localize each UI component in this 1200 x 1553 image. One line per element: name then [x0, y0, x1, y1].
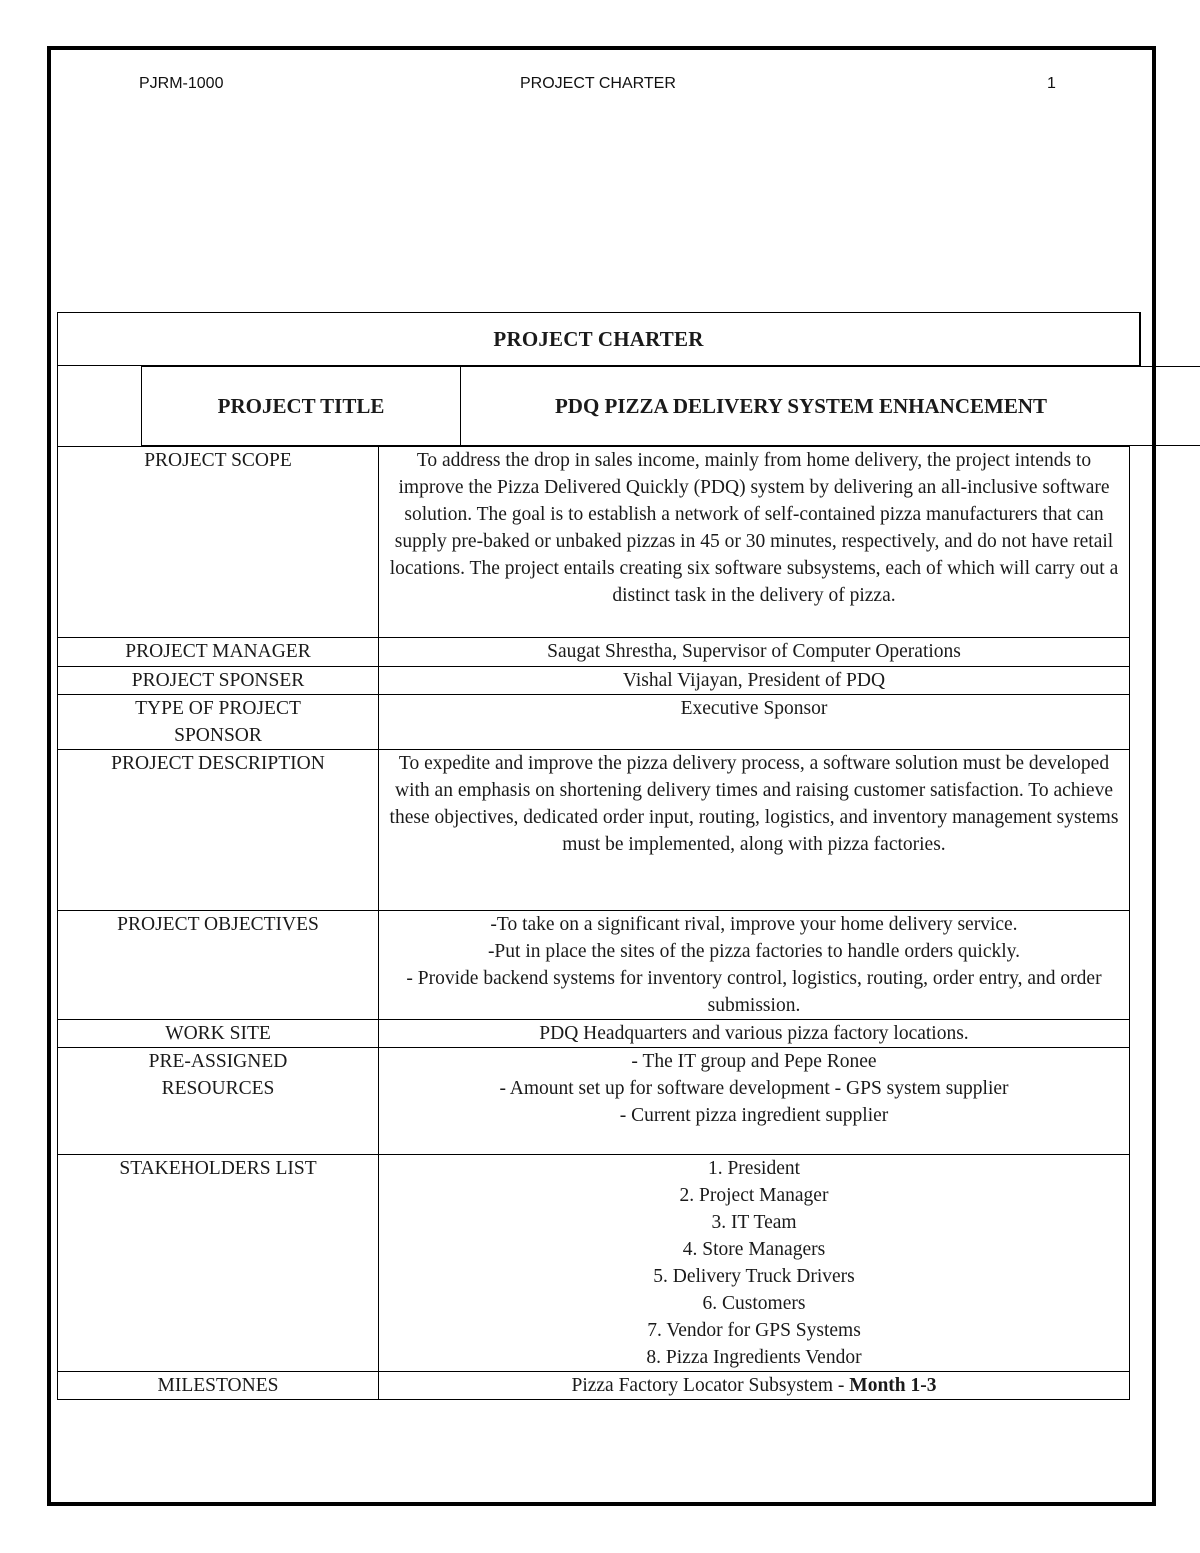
- sponsor-label: PROJECT SPONSER: [58, 667, 379, 695]
- milestones-label: MILESTONES: [58, 1372, 379, 1400]
- resource-item: - Current pizza ingredient supplier: [619, 1105, 889, 1126]
- resources-label: PRE-ASSIGNED RESOURCES: [58, 1048, 379, 1155]
- stakeholder-item: 4. Store Managers: [682, 1239, 826, 1260]
- table-row-sponsor: [58, 667, 1130, 695]
- milestone-text: Pizza Factory Locator Subsystem -: [571, 1375, 850, 1396]
- resources-value: [379, 1048, 1130, 1155]
- resource-item: - The IT group and Pepe Ronee: [631, 1051, 877, 1072]
- sponsor-type-value: Executive Sponsor: [379, 695, 1130, 750]
- title-row-gap: [57, 366, 141, 446]
- milestones-value: [379, 1372, 1130, 1400]
- objectives-value: [379, 911, 1130, 1020]
- header-running-title: PROJECT CHARTER: [520, 75, 676, 92]
- table-row-stakeholders: [58, 1155, 1130, 1372]
- stakeholder-item: 8. Pizza Ingredients Vendor: [646, 1347, 862, 1368]
- table-row-scope: [58, 447, 1130, 638]
- objective-item: -Put in place the sites of the pizza factories to handle orders quickly.: [487, 941, 1021, 962]
- table-row-milestones: [58, 1372, 1130, 1400]
- header-page-number: 1: [1047, 75, 1056, 92]
- table-row-resources: [58, 1048, 1130, 1155]
- table-row-manager: [58, 638, 1130, 667]
- stakeholder-item: 3. IT Team: [711, 1212, 797, 1233]
- stakeholder-item: 7. Vendor for GPS Systems: [647, 1320, 861, 1341]
- manager-label: PROJECT MANAGER: [58, 638, 379, 667]
- stakeholders-value: [379, 1155, 1130, 1372]
- stakeholder-item: 2. Project Manager: [679, 1185, 829, 1206]
- sponsor-type-label: TYPE OF PROJECT SPONSOR: [58, 695, 379, 750]
- scope-label: PROJECT SCOPE: [58, 447, 379, 638]
- table-row-objectives: [58, 911, 1130, 1020]
- scope-value: To address the drop in sales income, mainly from home delivery, the project intends to improve the Pizza Delivered Quickly (PDQ) system by delivering an all-inclusive software solution. The goal is to establish a network of self-contained pizza manufacturers that can supply pre-baked or unbaked pizzas in 45 or 30 minutes, respectively, and do not have retail locations. The project entails creating six software subsystems, each of which will carry out a distinct task in the delivery of pizza.: [379, 447, 1130, 638]
- description-label: PROJECT DESCRIPTION: [58, 750, 379, 911]
- project-title-value: PDQ PIZZA DELIVERY SYSTEM ENHANCEMENT: [554, 393, 1048, 418]
- table-row-sponsor-type: [58, 695, 1130, 750]
- header-course-code: PJRM-1000: [139, 75, 224, 92]
- stakeholder-item: 5. Delivery Truck Drivers: [653, 1266, 855, 1287]
- project-title-row: [141, 366, 1200, 446]
- description-value: To expedite and improve the pizza delivery process, a software solution must be developed with an emphasis on shortening delivery times and raising customer satisfaction. To achieve these objectives, dedicated order input, routing, logistics, and inventory management systems must be implemented, along with pizza factories.: [379, 750, 1130, 911]
- manager-value: Saugat Shrestha, Supervisor of Computer Operations: [379, 638, 1130, 667]
- stakeholder-item: 6. Customers: [702, 1293, 806, 1314]
- resource-item: - Amount set up for software development - GPS system supplier: [499, 1078, 1009, 1099]
- objective-item: - Provide backend systems for inventory control, logistics, routing, order entry, and order submission.: [406, 968, 1102, 1016]
- stakeholders-label: STAKEHOLDERS LIST: [58, 1155, 379, 1372]
- charter-table: [57, 446, 1130, 1400]
- table-row-description: [58, 750, 1130, 911]
- sponsor-value: Vishal Vijayan, President of PDQ: [379, 667, 1130, 695]
- work-site-label: WORK SITE: [58, 1020, 379, 1048]
- charter-heading: PROJECT CHARTER: [57, 312, 1141, 366]
- table-row-work-site: [58, 1020, 1130, 1048]
- project-title-label: PROJECT TITLE: [141, 367, 461, 445]
- work-site-value: PDQ Headquarters and various pizza factory locations.: [379, 1020, 1130, 1048]
- objective-item: -To take on a significant rival, improve your home delivery service.: [490, 914, 1018, 935]
- milestone-duration: Month 1-3: [849, 1375, 937, 1396]
- objectives-label: PROJECT OBJECTIVES: [58, 911, 379, 1020]
- stakeholder-item: 1. President: [707, 1158, 801, 1179]
